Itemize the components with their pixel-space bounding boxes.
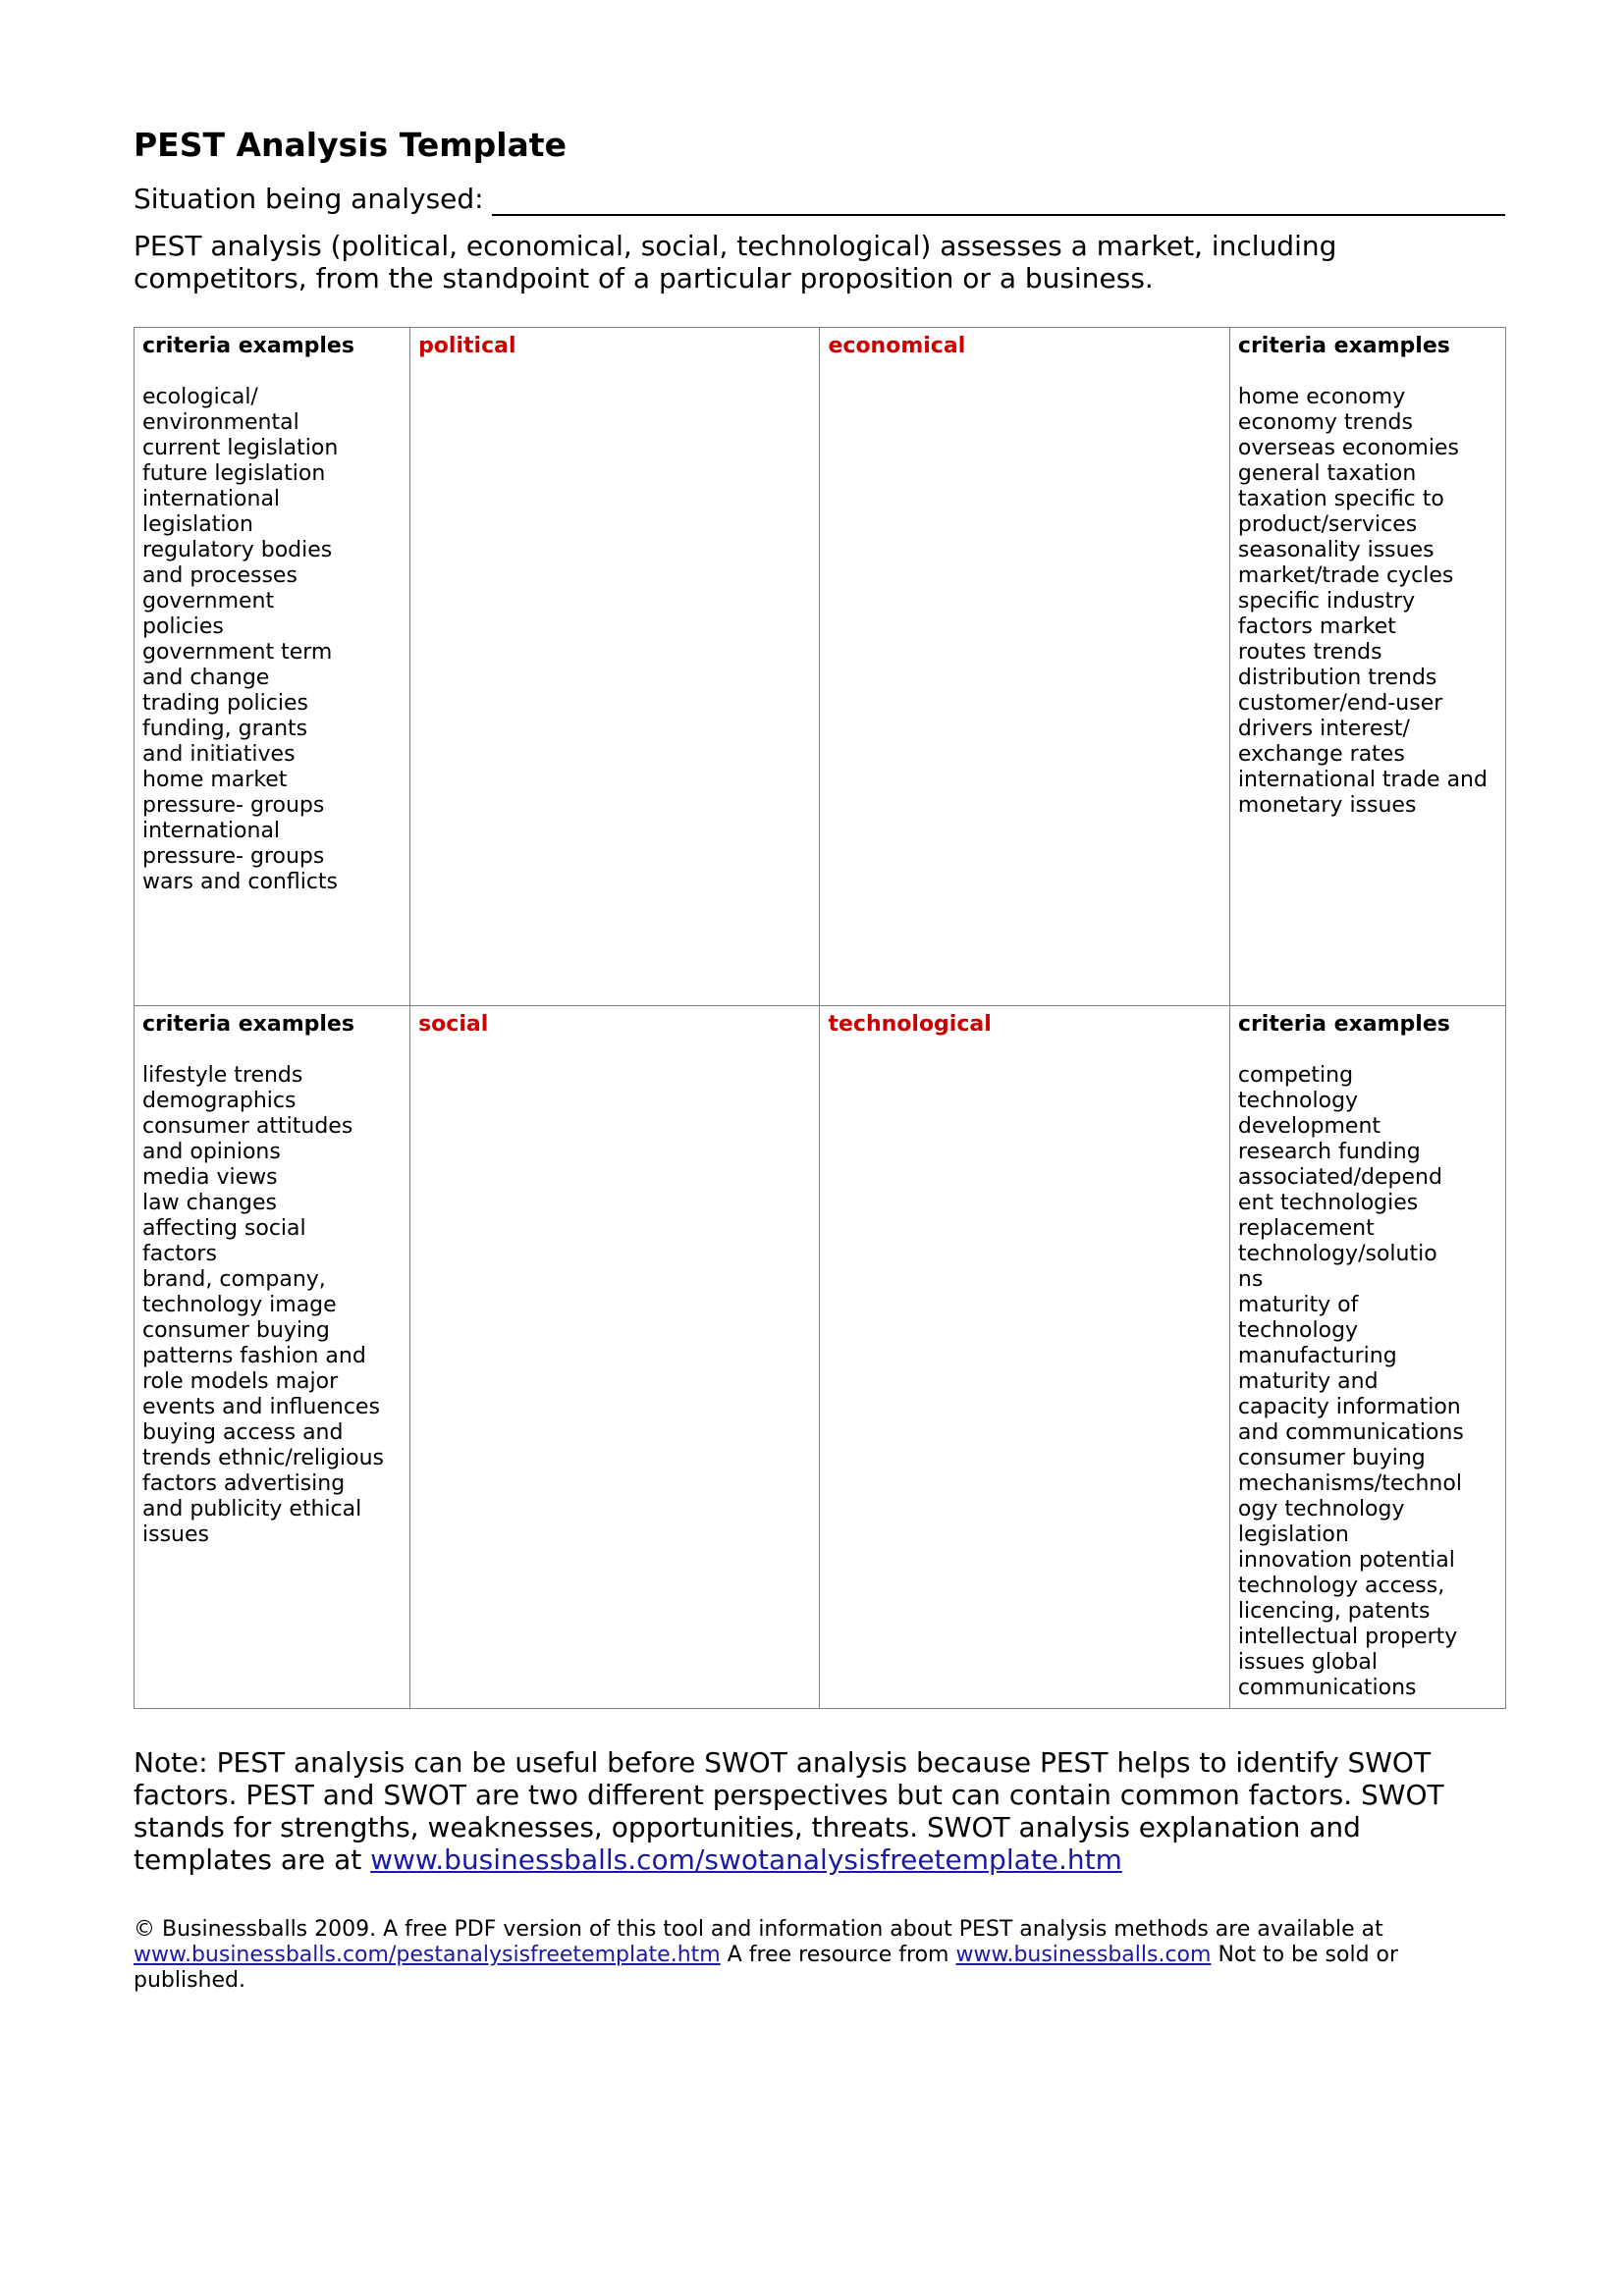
criteria-list-economical: home economy economy trends overseas economies general taxation taxation specific to product/services seasonality issues market/trade cycles specific industry factors market routes trends distribution trends customer/end-user drivers interest/ exchange rates international trade and monetary issues bbox=[1237, 385, 1488, 818]
criteria-list-social: lifestyle trends demographics consumer attitudes and opinions media views law changes affecting social factors brand, company, technology image consumer buying patterns fashion and role models major events and influences buying access and trends ethnic/religious factors advertising and publicity ethical issues bbox=[142, 1063, 385, 1547]
criteria-cell-economical bbox=[1229, 328, 1505, 1006]
political-header: political bbox=[418, 334, 516, 358]
businessballs-home-link[interactable]: www.businessballs.com bbox=[955, 1943, 1212, 1967]
criteria-list-political: ecological/ environmental current legislation future legislation international legislation regulatory bodies and processes government policies government term and change trading policies funding, grants and initiatives home market pressure- groups international pressure- groups wars and conflicts bbox=[142, 385, 339, 894]
footer-copyright bbox=[134, 1917, 1498, 1994]
situation-field bbox=[134, 183, 1505, 216]
table-row bbox=[135, 328, 1506, 1006]
social-cell[interactable] bbox=[410, 1006, 820, 1709]
political-cell[interactable] bbox=[410, 328, 820, 1006]
criteria-header: criteria examples bbox=[142, 334, 354, 358]
swot-template-link[interactable]: www.businessballs.com/swotanalysisfreetemplate.htm bbox=[370, 1843, 1122, 1876]
technological-cell[interactable] bbox=[820, 1006, 1229, 1709]
criteria-header: criteria examples bbox=[142, 1012, 354, 1037]
footer-text-end: Not to be sold or published. bbox=[134, 1943, 1399, 1993]
pest-template-link[interactable]: www.businessballs.com/pestanalysisfreetemplate.htm bbox=[134, 1943, 721, 1967]
situation-label: Situation being analysed: bbox=[134, 183, 484, 215]
situation-blank-line[interactable] bbox=[492, 187, 1505, 216]
document-page bbox=[134, 126, 1505, 1994]
intro-paragraph: PEST analysis (political, economical, social, technological) assesses a market, including competitors, from the standpoint of a particular proposition or a business. bbox=[134, 230, 1337, 294]
criteria-header: criteria examples bbox=[1237, 334, 1450, 358]
footer-text-mid: A free resource from bbox=[727, 1943, 949, 1967]
technological-header: technological bbox=[828, 1012, 992, 1037]
footer-text-start: © Businessballs 2009. A free PDF version of this tool and information about PEST analysis methods are available at bbox=[134, 1917, 1383, 1942]
pest-table bbox=[134, 327, 1506, 1709]
note-text: Note: PEST analysis can be useful before SWOT analysis because PEST helps to identify SWOT factors. PEST and SWOT are two different perspectives but can contain common factors. SWOT stands for strengths, weaknesses, opportunities, threats. SWOT analysis explanation and templates are at bbox=[134, 1746, 1444, 1876]
social-header: social bbox=[418, 1012, 489, 1037]
economical-header: economical bbox=[828, 334, 966, 358]
table-row bbox=[135, 1006, 1506, 1709]
criteria-cell-social bbox=[135, 1006, 410, 1709]
criteria-cell-political bbox=[135, 328, 410, 1006]
economical-cell[interactable] bbox=[820, 328, 1229, 1006]
note-paragraph bbox=[134, 1746, 1498, 1876]
criteria-cell-technological bbox=[1229, 1006, 1505, 1709]
criteria-header: criteria examples bbox=[1237, 1012, 1450, 1037]
page-title: PEST Analysis Template bbox=[134, 126, 567, 164]
criteria-list-technological: competing technology development research funding associated/depend ent technologies replacement technology/solutio ns maturity of technology manufacturing maturity and capacity information and communications consumer buying mechanisms/technol ogy technology legislation innovation potential technology access, licencing, patents intellectual property issues global communications bbox=[1237, 1063, 1464, 1700]
